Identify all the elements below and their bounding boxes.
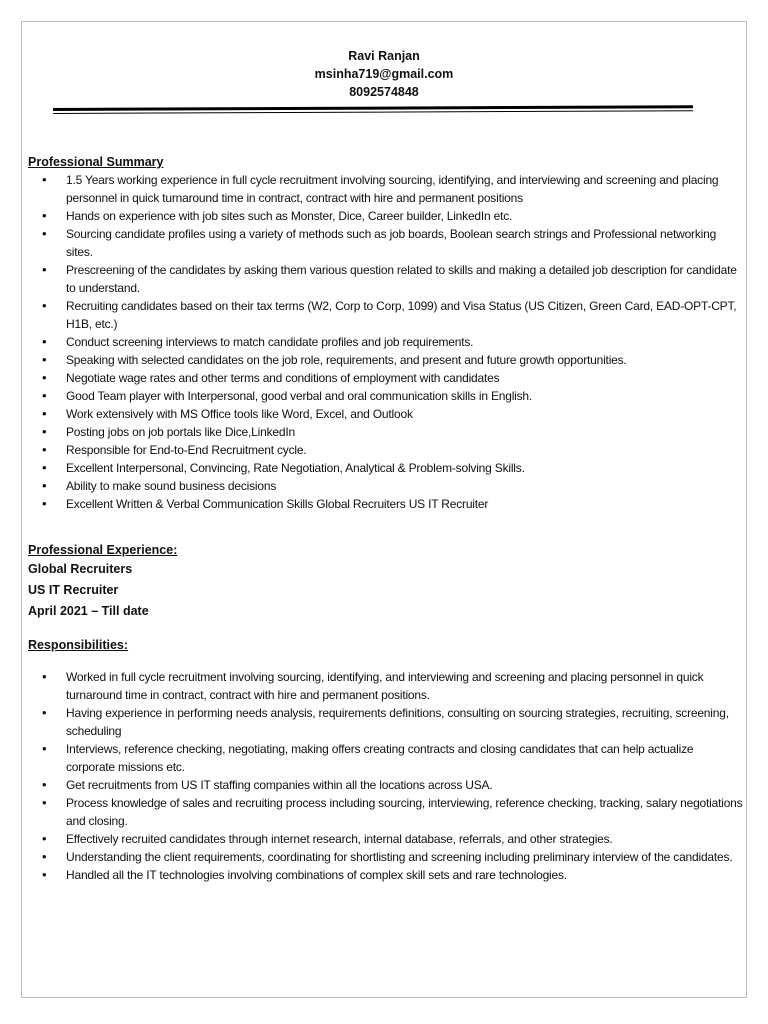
responsibility-item: • Having experience in performing needs analysis, requirements definitions, consulting on sourcing strategies, recruiting, screening, scheduling	[66, 704, 744, 740]
responsibilities-list	[28, 668, 744, 884]
job-title: US IT Recruiter	[28, 583, 119, 597]
summary-item: • Excellent Written & Verbal Communication Skills Global Recruiters US IT Recruiter	[66, 495, 744, 513]
summary-item: • Good Team player with Interpersonal, good verbal and oral communication skills in English.	[66, 387, 744, 405]
candidate-email: msinha719@gmail.com	[314, 67, 454, 81]
header-divider-thin	[53, 110, 693, 114]
responsibility-item: • Handled all the IT technologies involving combinations of complex skill sets and rare technologies.	[66, 866, 744, 884]
responsibility-item: • Effectively recruited candidates through internet research, internal database, referrals, and other strategies.	[66, 830, 744, 848]
candidate-phone: 8092574848	[349, 85, 419, 99]
summary-item: • Excellent Interpersonal, Convincing, Rate Negotiation, Analytical & Problem-solving Skills.	[66, 459, 744, 477]
summary-heading: Professional Summary	[28, 155, 164, 169]
responsibility-item: • Worked in full cycle recruitment involving sourcing, identifying, and interviewing and screening and placing personnel in quick turnaround time in contract, contract with hire and permanent positions.	[66, 668, 744, 704]
summary-item: • Responsible for End-to-End Recruitment cycle.	[66, 441, 744, 459]
candidate-name: Ravi Ranjan	[348, 49, 420, 63]
responsibility-item: • Get recruitments from US IT staffing companies within all the locations across USA.	[66, 776, 744, 794]
summary-item: • Sourcing candidate profiles using a variety of methods such as job boards, Boolean search strings and Professional networking sites.	[66, 225, 744, 261]
resume-body	[28, 153, 744, 884]
summary-item: • Recruiting candidates based on their tax terms (W2, Corp to Corp, 1099) and Visa Status (US Citizen, Green Card, EAD-OPT-CPT, H1B, etc.)	[66, 297, 744, 333]
summary-item: • 1.5 Years working experience in full cycle recruitment involving sourcing, identifying, and interviewing and screening and placing personnel in quick turnaround time in contract, contract with hire and permanent positions	[66, 171, 744, 207]
responsibility-item: • Interviews, reference checking, negotiating, making offers creating contracts and closing candidates that can help actualize corporate missions etc.	[66, 740, 744, 776]
company-name: Global Recruiters	[28, 562, 133, 576]
summary-item: • Posting jobs on job portals like Dice,LinkedIn	[66, 423, 744, 441]
summary-item: • Hands on experience with job sites such as Monster, Dice, Career builder, LinkedIn etc.	[66, 207, 744, 225]
resume-page	[21, 21, 747, 998]
summary-list	[28, 171, 744, 513]
summary-item: • Speaking with selected candidates on the job role, requirements, and present and future growth opportunities.	[66, 351, 744, 369]
responsibility-item: • Process knowledge of sales and recruiting process including sourcing, interviewing, reference checking, tracking, salary negotiations and closing.	[66, 794, 744, 830]
responsibilities-section	[28, 636, 744, 884]
experience-section	[28, 541, 744, 622]
summary-item: • Ability to make sound business decisions	[66, 477, 744, 495]
responsibilities-heading: Responsibilities:	[28, 638, 129, 652]
experience-heading: Professional Experience:	[28, 543, 178, 557]
summary-item: • Work extensively with MS Office tools like Word, Excel, and Outlook	[66, 405, 744, 423]
summary-item: • Negotiate wage rates and other terms and conditions of employment with candidates	[66, 369, 744, 387]
responsibility-item: • Understanding the client requirements, coordinating for shortlisting and screening including preliminary interview of the candidates.	[66, 848, 744, 866]
summary-item: • Prescreening of the candidates by asking them various question related to skills and making a detailed job description for candidate to understand.	[66, 261, 744, 297]
summary-item: • Conduct screening interviews to match candidate profiles and job requirements.	[66, 333, 744, 351]
resume-header	[22, 47, 746, 101]
job-dates: April 2021 – Till date	[28, 604, 149, 618]
